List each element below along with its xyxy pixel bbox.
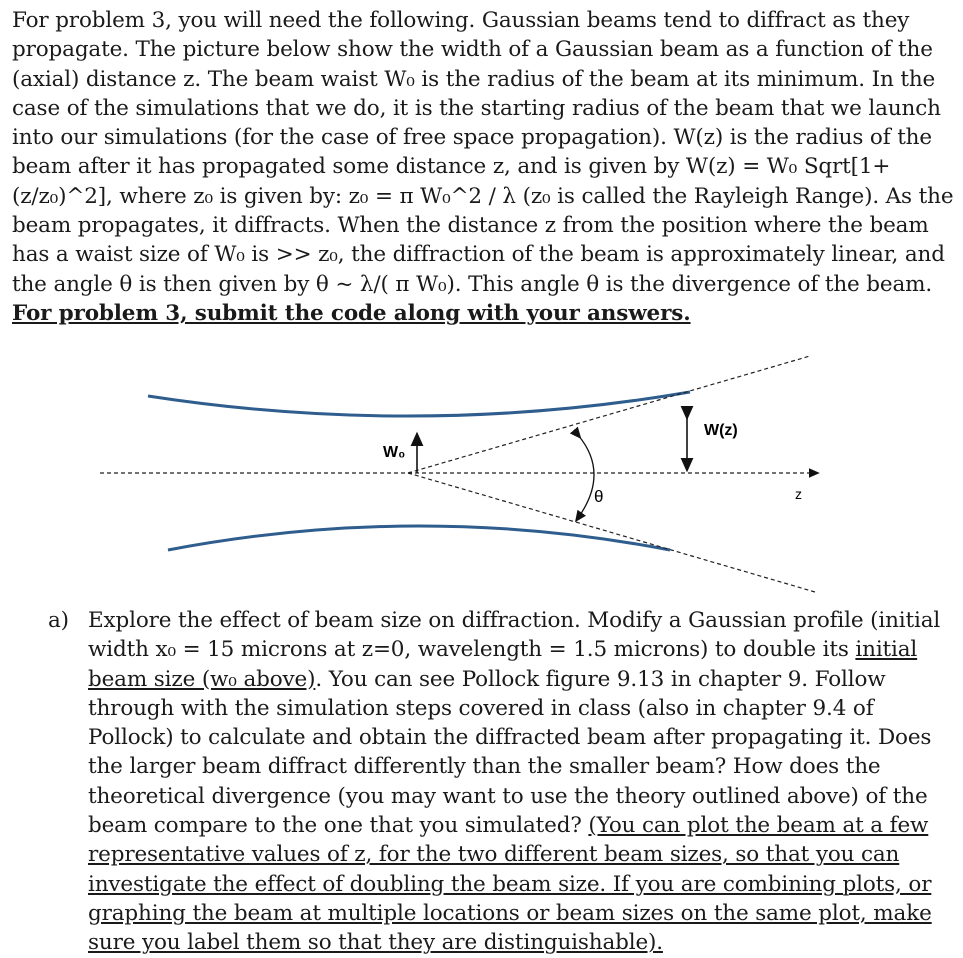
intro-text [12, 6, 957, 328]
label-theta: θ [594, 487, 604, 506]
rayleigh-formula: z₀ = π W₀^2 / λ (z₀ is called the Rayleigh Range). As the beam propagates, it diffracts. When the distance z from the position where the beam has a waist size of W₀ is >> z₀, the diffraction of the beam is approximately linear, and the angle θ is then given by θ ~ λ/( π W₀). This angle θ is the divergence of the beam. [12, 183, 954, 297]
question-a-underlined-1: initial beam size (w₀ above) [88, 637, 918, 692]
theta-arc [578, 435, 594, 518]
question-a-text-1: Explore the effect of beam size on diffraction. Modify a Gaussian profile (initial width x₀ = 15 microns at z=0, wavelength = 1.5 microns) to double its [88, 608, 941, 663]
intro-body: For problem 3, you will need the following. Gaussian beams tend to diffract as they propagate. The picture below show the width of a Gaussian beam as a function of the (axial) distance z. The beam waist W₀ is the radius of the beam at its minimum. In the case of the simulations that we do, it is the starting radius of the beam that we launch into our simulations (for the case of free space propagation). W(z) is the radius of the beam after it has propagated some distance z, and is given by W(z) = W₀ Sqrt[1+(z/z₀)^2], where z₀ is given by: [12, 8, 941, 209]
label-wz: W(z) [704, 422, 738, 439]
upper-beam-envelope [148, 392, 690, 416]
question-a-underlined-2: (You can plot the beam at a few representative values of z, for the two different beam sizes, so that you can investigate the effect of doubling the beam size. If you are combining plots, or graphing the beam at multiple locations or beam sizes on the same plot, make sure you label them so that they are distinguishable). [88, 813, 932, 956]
question-a-label: a) [48, 608, 69, 633]
lower-beam-envelope [168, 526, 670, 550]
label-w0: W₀ [383, 444, 406, 461]
label-z: z [795, 486, 802, 502]
question-a-text-2: . You can see Pollock figure 9.13 in chapter 9. Follow through with the simulation steps covered in class (also in chapter 9.4 of Pollock) to calculate and obtain the diffracted beam after propagating it. Does the larger beam diffract differently than the smaller beam? How does the theoretical divergence (you may want to use the theory outlined above) of the beam compare to the one that you simulated? [88, 666, 932, 839]
intro-paragraph [12, 6, 957, 299]
question-a-body [88, 606, 958, 958]
submit-note: For problem 3, submit the code along with your answers. [12, 300, 691, 326]
lower-asymptote [408, 473, 815, 592]
gaussian-beam-diagram [0, 352, 963, 597]
